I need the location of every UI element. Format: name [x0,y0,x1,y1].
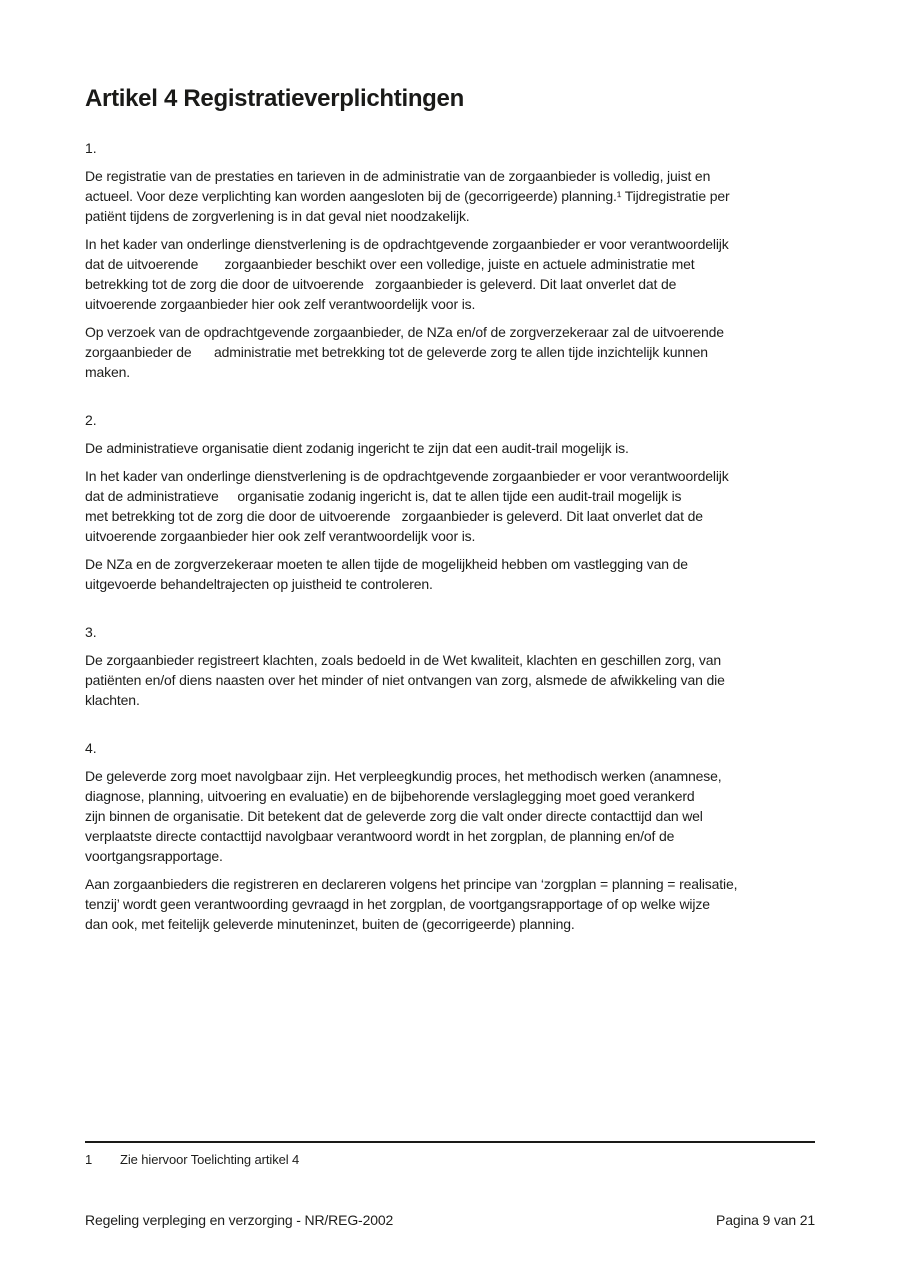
section-2 [85,410,815,594]
text-line: klachten. [85,692,140,708]
footnote [85,1151,299,1169]
text-line: verplaatste directe contacttijd navolgbaar verantwoord wordt in het zorgplan, de planning en/of de [85,828,675,844]
section-3-number: 3. [85,624,97,640]
section-1-paragraph-1 [85,166,815,226]
text-line: dan ook, met feitelijk geleverde minuteninzet, buiten de (gecorrigeerde) planning. [85,916,575,932]
section-2-number: 2. [85,412,97,428]
section-3 [85,622,815,710]
text-line: Aan zorgaanbieders die registreren en declareren volgens het principe van ‘zorgplan = planning = realisatie, [85,876,738,892]
text-line: uitvoerende zorgaanbieder hier ook zelf verantwoordelijk voor is. [85,528,476,544]
footer-page-number: Pagina 9 van 21 [716,1212,815,1228]
footnote-divider [85,1141,815,1143]
footer-document-title: Regeling verpleging en verzorging - NR/REG-2002 [85,1212,394,1228]
text-line: zorgaanbieder de administratie met betrekking tot de geleverde zorg te allen tijde inzichtelijk kunnen [85,344,708,360]
section-2-paragraph-1 [85,438,815,458]
text-line: uitgevoerde behandeltrajecten op juistheid te controleren. [85,576,433,592]
text-line: patiënt tijdens de zorgverlening is in dat geval niet noodzakelijk. [85,208,470,224]
section-1 [85,138,815,382]
text-line: De NZa en de zorgverzekeraar moeten te allen tijde de mogelijkheid hebben om vastlegging van de [85,556,688,572]
page-footer [85,1211,815,1230]
text-line: dat de uitvoerende zorgaanbieder beschikt over een volledige, juiste en actuele administratie met [85,256,695,272]
text-line: De registratie van de prestaties en tarieven in de administratie van de zorgaanbieder is volledig, juist en [85,168,711,184]
section-4-paragraph-1 [85,766,815,866]
text-line: betrekking tot de zorg die door de uitvoerende zorgaanbieder is geleverd. Dit laat onverlet dat de [85,276,677,292]
text-line: patiënten en/of diens naasten over het minder of niet ontvangen van zorg, alsmede de afwikkeling van die [85,672,725,688]
text-line: tenzij’ wordt geen verantwoording gevraagd in het zorgplan, de voortgangsrapportage of op welke wijze [85,896,710,912]
text-line: De zorgaanbieder registreert klachten, zoals bedoeld in de Wet kwaliteit, klachten en geschillen zorg, van [85,652,721,668]
section-1-paragraph-2 [85,234,815,314]
section-3-paragraph-1 [85,650,815,710]
section-2-paragraph-2 [85,466,815,546]
page-content [0,84,900,934]
text-line: met betrekking tot de zorg die door de uitvoerende zorgaanbieder is geleverd. Dit laat onverlet dat de [85,508,703,524]
section-1-number: 1. [85,140,97,156]
article-title: Artikel 4 Registratieverplichtingen [85,85,464,112]
section-2-paragraph-3 [85,554,815,594]
text-line: De administratieve organisatie dient zodanig ingericht te zijn dat een audit-trail mogelijk is. [85,440,629,456]
text-line: uitvoerende zorgaanbieder hier ook zelf verantwoordelijk voor is. [85,296,476,312]
text-line: In het kader van onderlinge dienstverlening is de opdrachtgevende zorgaanbieder er voor verantwoordelijk [85,236,729,252]
text-line: Op verzoek van de opdrachtgevende zorgaanbieder, de NZa en/of de zorgverzekeraar zal de uitvoerende [85,324,724,340]
text-line: voortgangsrapportage. [85,848,223,864]
text-line: maken. [85,364,131,380]
section-1-paragraph-3 [85,322,815,382]
text-line: actueel. Voor deze verplichting kan worden aangesloten bij de (gecorrigeerde) planning.¹ Tijdregistratie per [85,188,730,204]
text-line: In het kader van onderlinge dienstverlening is de opdrachtgevende zorgaanbieder er voor verantwoordelijk [85,468,729,484]
text-line: De geleverde zorg moet navolgbaar zijn. Het verpleegkundig proces, het methodisch werken (anamnese, [85,768,722,784]
text-line: diagnose, planning, uitvoering en evaluatie) en de bijbehorende verslaglegging moet goed verankerd [85,788,695,804]
footnote-marker: 1 [85,1152,93,1167]
text-line: zijn binnen de organisatie. Dit betekent dat de geleverde zorg die valt onder directe contacttijd dan wel [85,808,703,824]
text-line: dat de administratieve organisatie zodanig ingericht is, dat te allen tijde een audit-trail mogelijk is [85,488,682,504]
section-4 [85,738,815,934]
footnote-text: Zie hiervoor Toelichting artikel 4 [120,1152,300,1167]
section-4-paragraph-2 [85,874,815,934]
section-4-number: 4. [85,740,97,756]
